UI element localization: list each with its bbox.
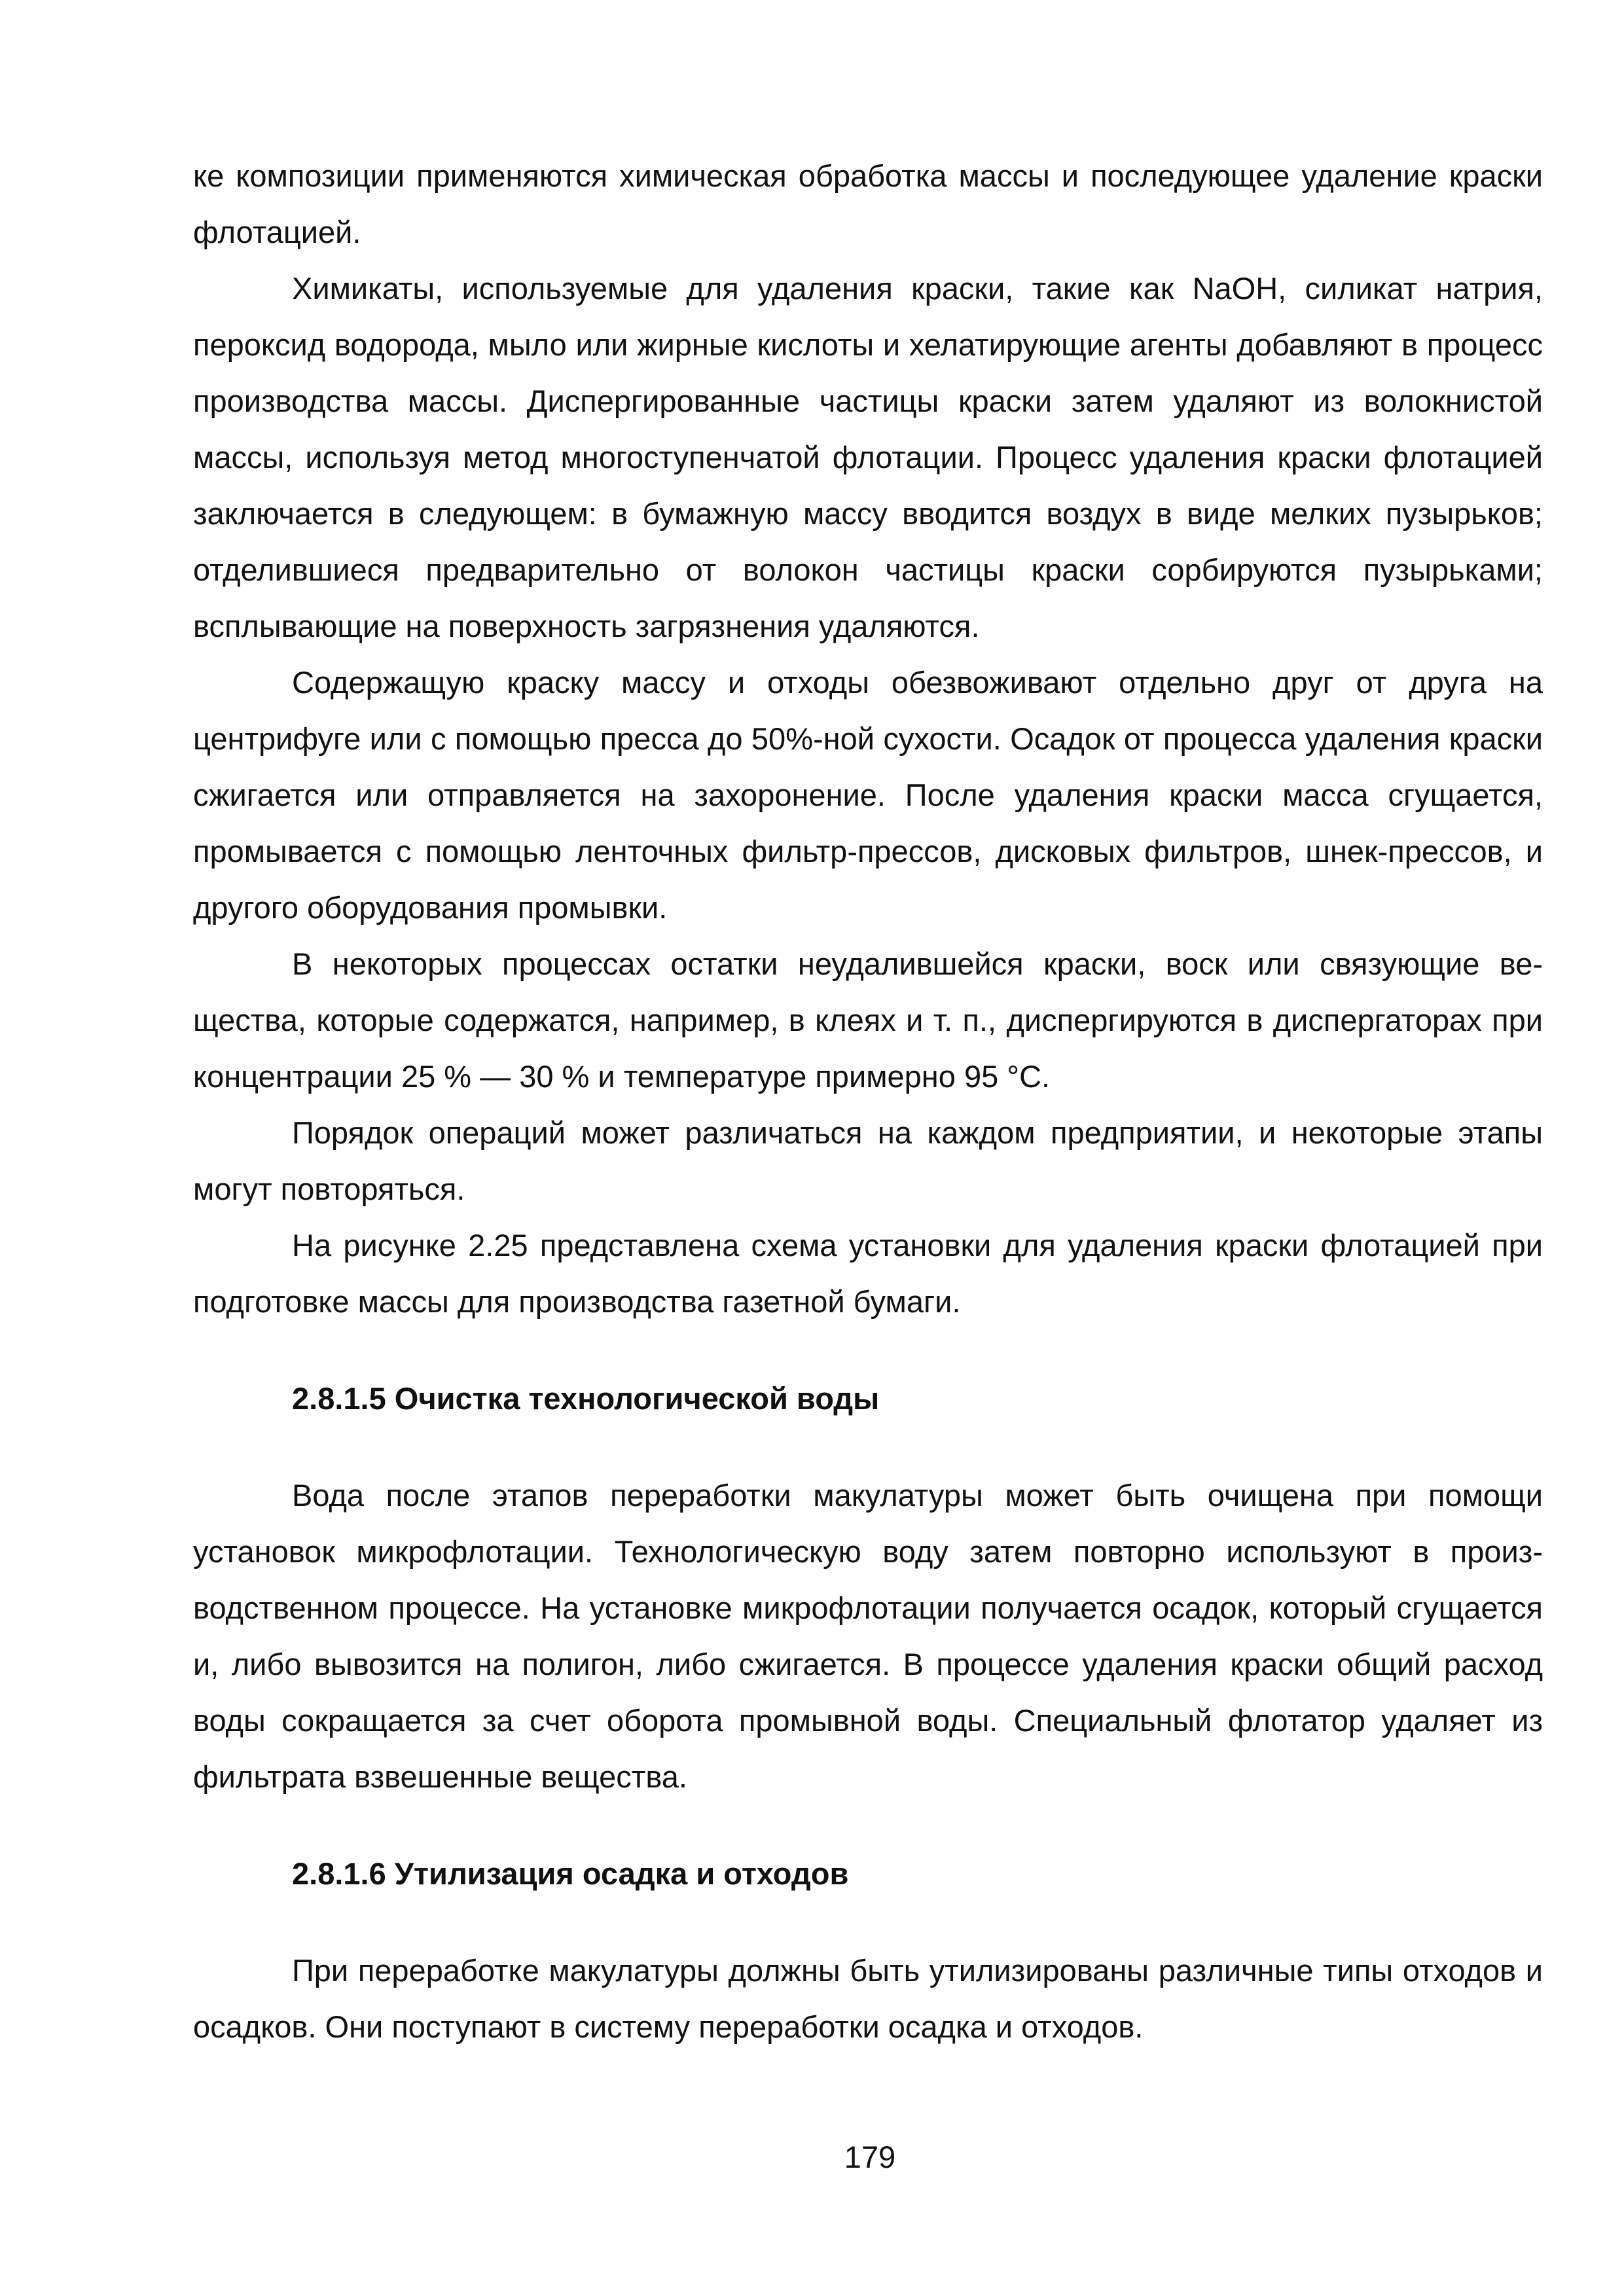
paragraph-sludge-disposal: При переработке макулатуры должны быть утилизированы различные типы отходов и осадков. Они поступают в систему переработки осадка и отходов. [193,1953,1543,2044]
paragraph-operation-order: Порядок операций может различаться на каждом предприятии, и некоторые этапы могут повторяться. [193,1115,1543,1206]
paragraph-continuation: ке композиции применяются химическая обработка массы и последующее удаление краски флотацией. [193,158,1543,249]
page-number: 179 [844,2140,896,2174]
paragraph-dewatering: Содержащую краску массу и отходы обезвоживают отдельно друг от друга на центрифуге или с помощью пресса до 50%-ной сухости. Осадок от процесса удаления краски сжигается или отправляется на захоронение. После удаления краски масса сгущается, промывается с помощью ленточных фильтр-прессов, дисковых фильтров, шнек-прессов, и другого оборудования промывки. [193,665,1543,925]
paragraph-dispersion: В некоторых процессах остатки неудалившейся краски, воск или связующие вещества, которые содержатся, например, в клеях и т. п., диспергируются в диспергаторах при концентрации 25 % — 30 % и температуре примерно 95 °С. [193,946,1543,1094]
section-heading-water-treatment: 2.8.1.5 Очистка технологической воды [292,1381,880,1416]
page-body [193,148,1543,2055]
section-heading-sludge-disposal: 2.8.1.6 Утилизация осадка и отходов [292,1856,849,1891]
paragraph-water-treatment: Вода после этапов переработки макулатуры может быть очищена при помощи установок микрофлотации. Технологическую воду затем повторно используют в производственном процессе. На установке микрофлотации получается осадок, который сгущается и, либо вывозится на полигон, либо сжигается. В процессе удаления краски общий расход воды сокращается за счет оборота промывной воды. Специальный флотатор удаляет из фильтрата взвешенные вещества. [193,1478,1543,1794]
paragraph-deinking-chemicals: Химикаты, используемые для удаления краски, такие как NaOH, силикат натрия, пероксид водорода, мыло или жирные кислоты и хелатирующие агенты добавляют в процесс производства массы. Диспергированные частицы краски затем удаляют из волокнистой массы, используя метод многоступенчатой флотации. Процесс удаления краски флотацией заключается в следующем: в бумажную массу вводится воздух в виде мелких пузырьков; отделившиеся предварительно от волокон частицы краски сорбируются пузырьками; всплывающие на поверхность загрязнения удаляются. [193,271,1543,643]
paragraph-figure-reference: На рисунке 2.25 представлена схема установки для удаления краски флотацией при подготовке массы для производства газетной бумаги. [193,1228,1543,1319]
